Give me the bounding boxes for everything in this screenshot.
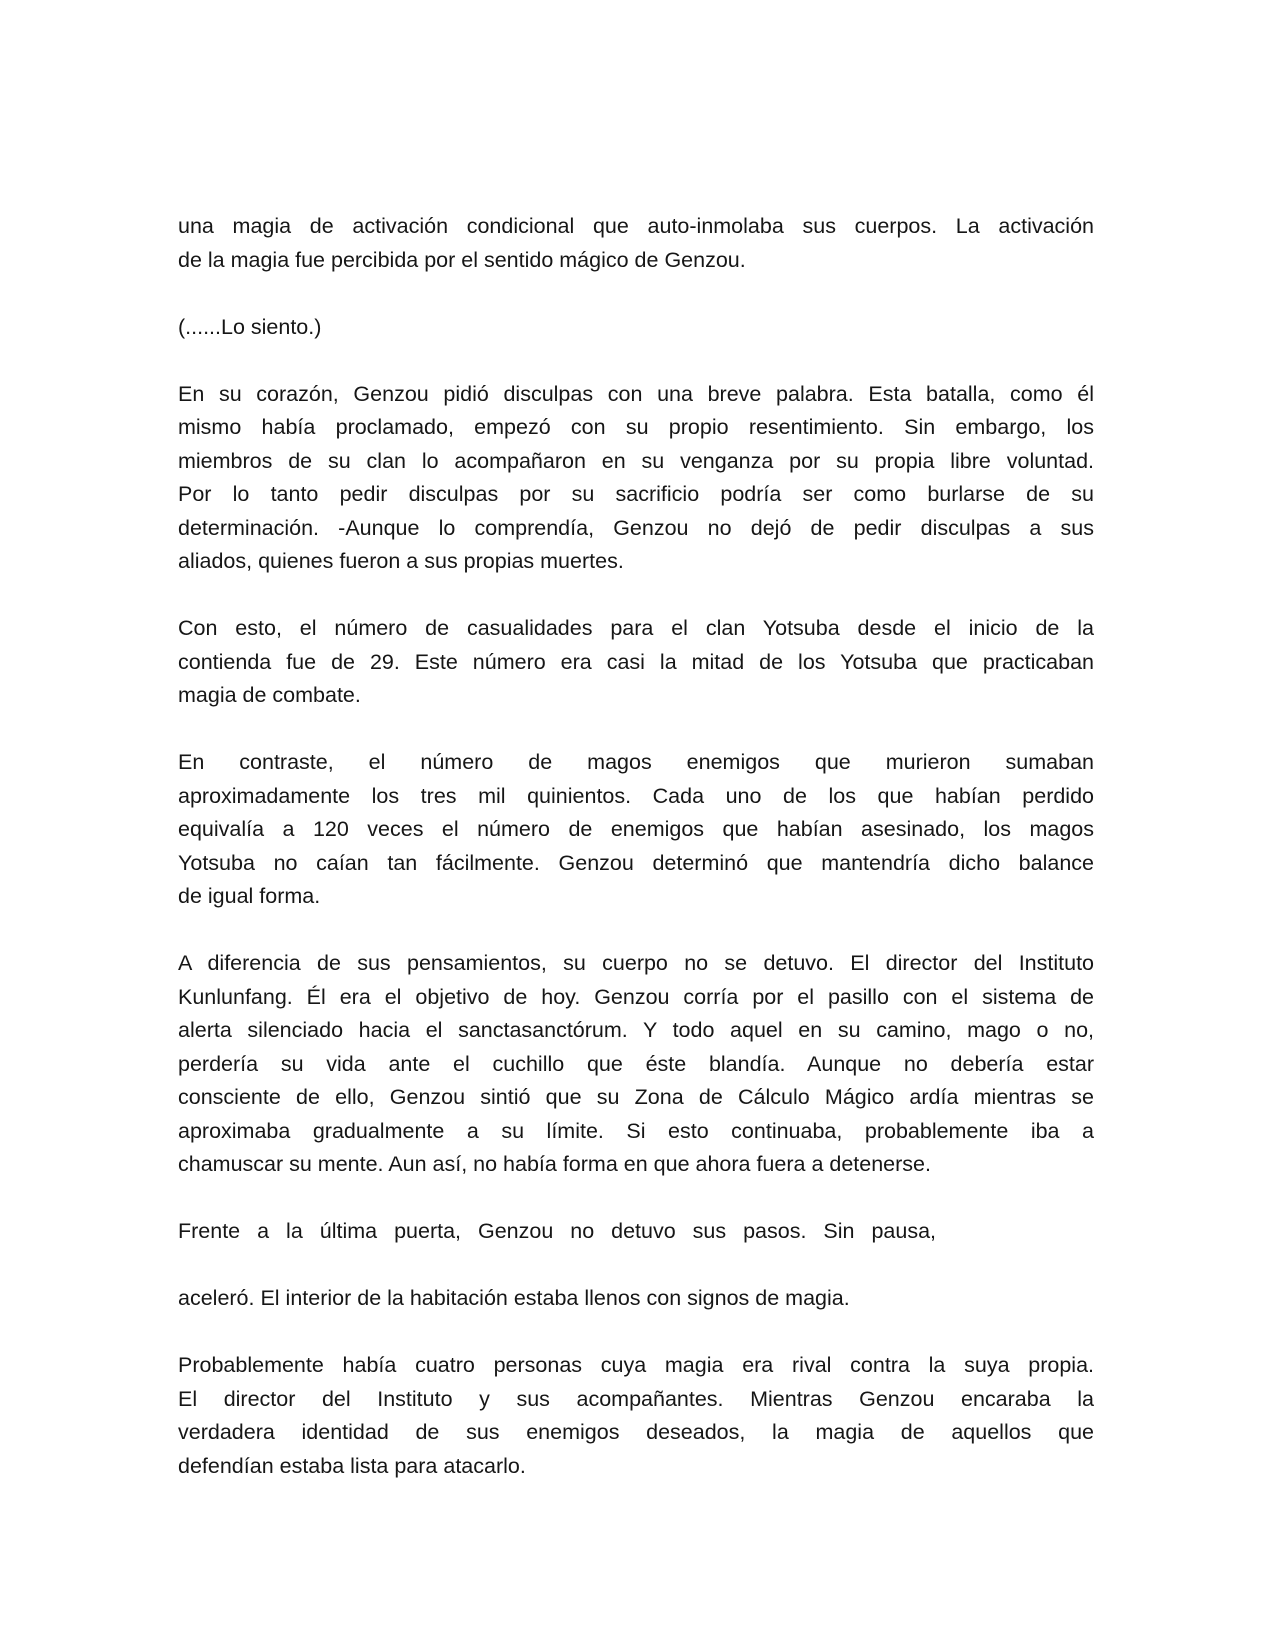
text-line: consciente de ello, Genzou sintió que su Zona de Cálculo Mágico ardía mientras se [178, 1085, 1094, 1109]
text-line: aceleró. El interior de la habitación estaba llenos con signos de magia. [178, 1286, 850, 1310]
text-line: Kunlunfang. Él era el objetivo de hoy. Genzou corría por el pasillo con el sistema de [178, 984, 1094, 1009]
text-line: defendían estaba lista para atacarlo. [178, 1453, 526, 1478]
text-line: equivalía a 120 veces el número de enemigos que habían asesinado, los magos [178, 817, 1094, 841]
text-line: mismo había proclamado, empezó con su propio resentimiento. Sin embargo, los [178, 415, 1094, 439]
text-line: El director del Instituto y sus acompañantes. Mientras Genzou encaraba la [178, 1386, 1094, 1411]
text-line: Por lo tanto pedir disculpas por su sacrificio podría ser como burlarse de su [178, 482, 1094, 506]
paragraph [178, 210, 1094, 277]
text-line: Con esto, el número de casualidades para el clan Yotsuba desde el inicio de la [178, 616, 1094, 640]
text-line: verdadera identidad de sus enemigos deseados, la magia de aquellos que [178, 1420, 1094, 1444]
text-line: alerta silenciado hacia el sanctasanctórum. Y todo aquel en su camino, mago o no, [178, 1018, 1094, 1042]
text-line: A diferencia de sus pensamientos, su cuerpo no se detuvo. El director del Instituto [178, 951, 1094, 975]
text-line: de igual forma. [178, 884, 321, 908]
text-line: aproximaba gradualmente a su límite. Si esto continuaba, probablemente iba a [178, 1118, 1094, 1143]
page-body-text [178, 210, 1094, 1517]
text-line: aliados, quienes fueron a sus propias muertes. [178, 549, 624, 573]
text-line: miembros de su clan lo acompañaron en su venganza por su propia libre voluntad. [178, 448, 1094, 473]
text-line: magia de combate. [178, 683, 361, 707]
text-line: Frente a la última puerta, Genzou no detuvo sus pasos. Sin pausa, [178, 1219, 937, 1243]
paragraph [178, 1349, 1094, 1483]
paragraph [178, 311, 1094, 345]
text-line: perdería su vida ante el cuchillo que éste blandía. Aunque no debería estar [178, 1051, 1094, 1076]
text-line: Yotsuba no caían tan fácilmente. Genzou determinó que mantendría dicho balance [178, 850, 1094, 875]
paragraph [178, 612, 1094, 713]
text-line: aproximadamente los tres mil quinientos. Cada uno de los que habían perdido [178, 783, 1094, 808]
paragraph [178, 1282, 1094, 1316]
paragraph [178, 947, 1094, 1182]
text-line: contienda fue de 29. Este número era casi la mitad de los Yotsuba que practicaban [178, 649, 1094, 674]
text-line: una magia de activación condicional que auto-inmolaba sus cuerpos. La activación [178, 214, 1094, 238]
text-line: chamuscar su mente. Aun así, no había forma en que ahora fuera a detenerse. [178, 1152, 931, 1176]
paragraph [178, 378, 1094, 579]
text-line: En su corazón, Genzou pidió disculpas con una breve palabra. Esta batalla, como él [178, 381, 1094, 406]
text-line: En contraste, el número de magos enemigos que murieron sumaban [178, 750, 1094, 774]
paragraph [178, 1215, 1094, 1249]
text-line: Probablemente había cuatro personas cuya magia era rival contra la suya propia. [178, 1353, 1094, 1377]
text-line: determinación. -Aunque lo comprendía, Genzou no dejó de pedir disculpas a sus [178, 515, 1094, 540]
paragraph [178, 746, 1094, 914]
text-line: de la magia fue percibida por el sentido mágico de Genzou. [178, 247, 746, 272]
text-line: (......Lo siento.) [178, 314, 322, 339]
